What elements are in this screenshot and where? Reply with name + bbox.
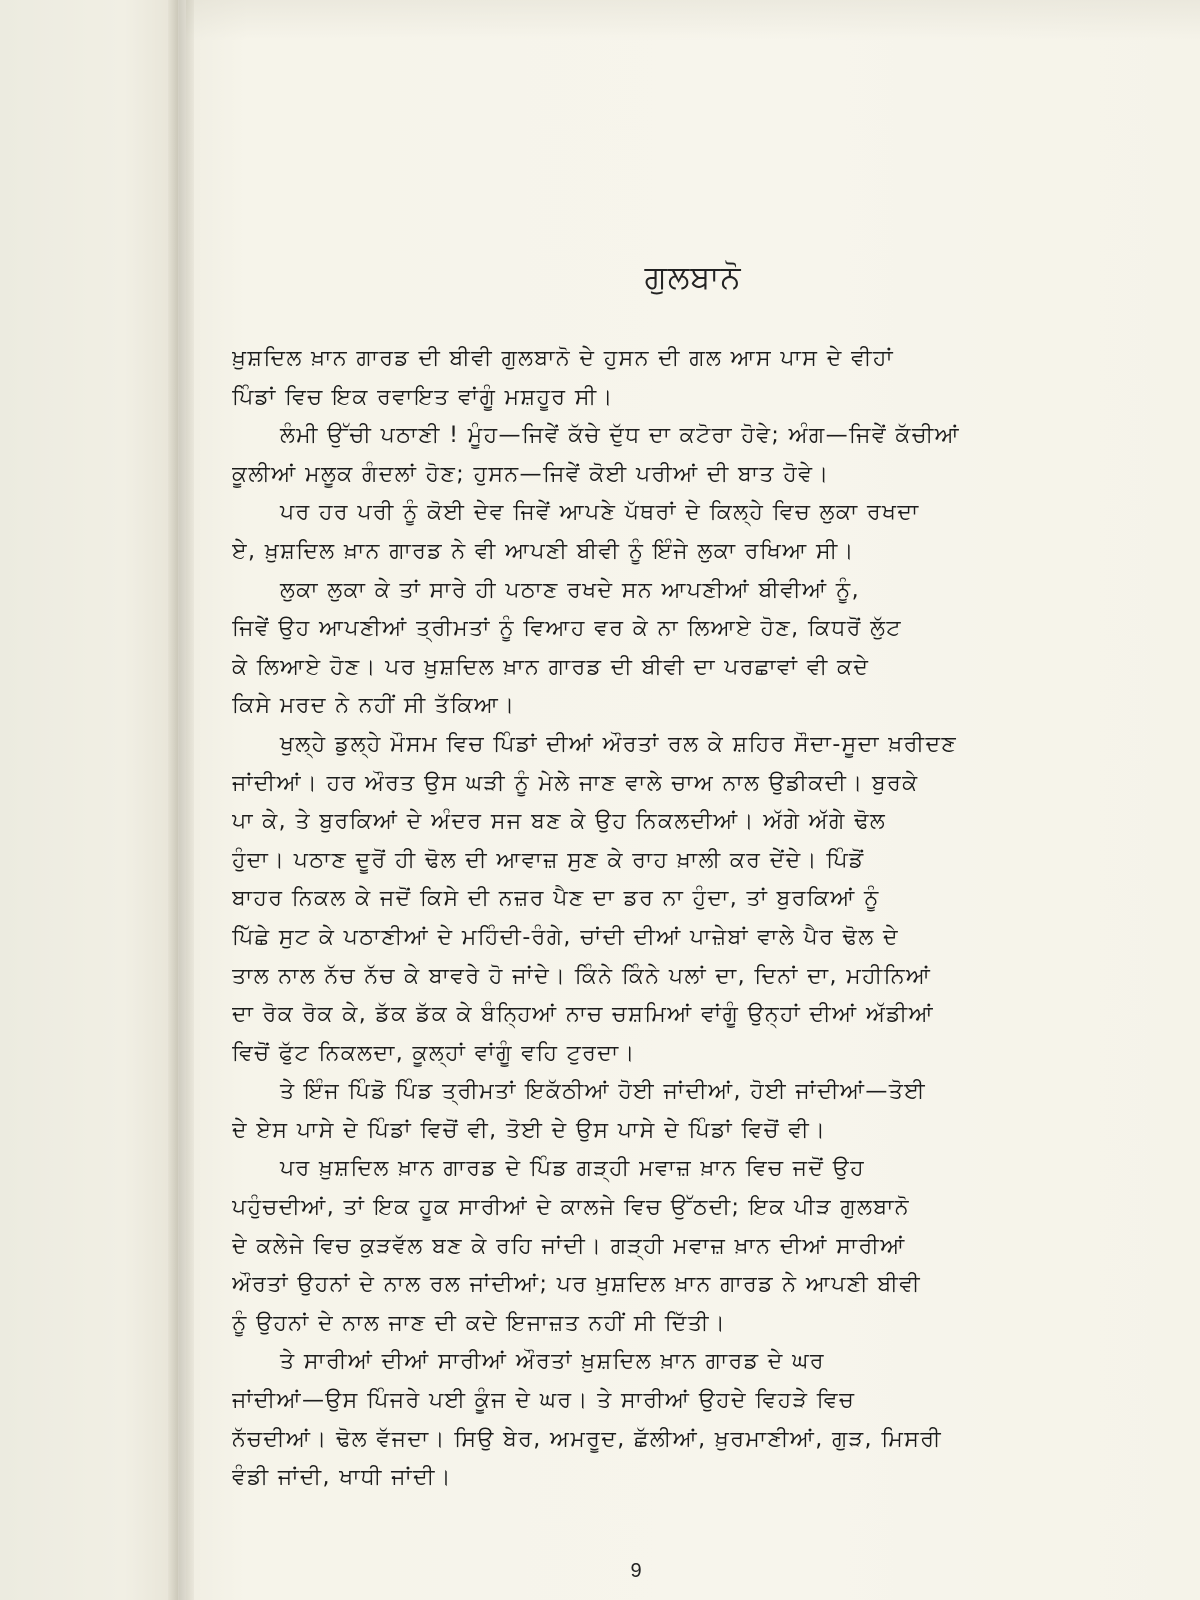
text-line: ਹੁੰਦਾ। ਪਠਾਣ ਦੂਰੋਂ ਹੀ ਢੋਲ ਦੀ ਆਵਾਜ਼ ਸੁਣ ਕੇ ਰਾਹ ਖ਼ਾਲੀ ਕਰ ਦੇਂਦੇ। ਪਿੰਡੋਂ (232, 847, 865, 873)
body-text (232, 340, 1044, 1498)
text-line: ਤੇ ਇੰਜ ਪਿੰਡੋ ਪਿੰਡ ਤ੍ਰੀਮਤਾਂ ਇਕੱਠੀਆਂ ਹੋਈ ਜਾਂਦੀਆਂ, ਹੋਈ ਜਾਂਦੀਆਂ—ਤੋਈ (280, 1079, 927, 1105)
text-line: ਨੂੰ ਉਹਨਾਂ ਦੇ ਨਾਲ ਜਾਣ ਦੀ ਕਦੇ ਇਜਾਜ਼ਤ ਨਹੀਂ ਸੀ ਦਿੱਤੀ। (232, 1310, 727, 1336)
text-line: ਜਾਂਦੀਆਂ—ਉਸ ਪਿੰਜਰੇ ਪਈ ਕੂੰਜ ਦੇ ਘਰ। ਤੇ ਸਾਰੀਆਂ ਉਹਦੇ ਵਿਹੜੇ ਵਿਚ (232, 1388, 856, 1414)
text-line: ਵਿਚੋਂ ਫੁੱਟ ਨਿਕਲਦਾ, ਕੂਲ੍ਹਾਂ ਵਾਂਗੂੰ ਵਹਿ ਟੁਰਦਾ। (232, 1040, 636, 1066)
text-line: ਕੇ ਲਿਆਏ ਹੋਣ। ਪਰ ਖ਼ੁਸ਼ਦਿਲ ਖ਼ਾਨ ਗਾਰਡ ਦੀ ਬੀਵੀ ਦਾ ਪਰਛਾਵਾਂ ਵੀ ਕਦੇ (232, 654, 870, 680)
text-line: ਖ਼ੁਸ਼ਦਿਲ ਖ਼ਾਨ ਗਾਰਡ ਦੀ ਬੀਵੀ ਗੁਲਬਾਨੋ ਦੇ ਹੁਸਨ ਦੀ ਗਲ ਆਸ ਪਾਸ ਦੇ ਵੀਹਾਂ (232, 346, 894, 371)
text-line: ਨੱਚਦੀਆਂ। ਢੋਲ ਵੱਜਦਾ। ਸਿਉ ਬੇਰ, ਅਮਰੂਦ, ਛੱਲੀਆਂ, ਖ਼ੁਰਮਾਣੀਆਂ, ਗੁੜ, ਮਿਸਰੀ (232, 1426, 942, 1452)
text-line: ਪਿੰਡਾਂ ਵਿਚ ਇਕ ਰਵਾਇਤ ਵਾਂਗੂੰ ਮਸ਼ਹੂਰ ਸੀ। (232, 384, 614, 410)
text-line: ਦਾ ਰੋਕ ਰੋਕ ਕੇ, ਡੱਕ ਡੱਕ ਕੇ ਬੰਨ੍ਹਿਆਂ ਨਾਚ ਚਸ਼ਮਿਆਂ ਵਾਂਗੂੰ ਉਨ੍ਹਾਂ ਦੀਆਂ ਅੱਡੀਆਂ (232, 1002, 934, 1028)
text-line: ਬਾਹਰ ਨਿਕਲ ਕੇ ਜਦੋਂ ਕਿਸੇ ਦੀ ਨਜ਼ਰ ਪੈਣ ਦਾ ਡਰ ਨਾ ਹੁੰਦਾ, ਤਾਂ ਬੁਰਕਿਆਂ ਨੂੰ (232, 886, 880, 912)
text-line: ਏ, ਖ਼ੁਸ਼ਦਿਲ ਖ਼ਾਨ ਗਾਰਡ ਨੇ ਵੀ ਆਪਣੀ ਬੀਵੀ ਨੂੰ ਇੰਜੇ ਲੁਕਾ ਰਖਿਆ ਸੀ। (232, 538, 855, 564)
text-line: ਪਰ ਖ਼ੁਸ਼ਦਿਲ ਖ਼ਾਨ ਗਾਰਡ ਦੇ ਪਿੰਡ ਗੜ੍ਹੀ ਮਵਾਜ਼ ਖ਼ਾਨ ਵਿਚ ਜਦੋਂ ਉਹ (280, 1156, 865, 1182)
left-page (0, 0, 178, 1600)
text-line: ਤੇ ਸਾਰੀਆਂ ਦੀਆਂ ਸਾਰੀਆਂ ਔਰਤਾਂ ਖ਼ੁਸ਼ਦਿਲ ਖ਼ਾਨ ਗਾਰਡ ਦੇ ਘਰ (280, 1349, 825, 1375)
text-line: ਕਿਸੇ ਮਰਦ ਨੇ ਨਹੀਂ ਸੀ ਤੱਕਿਆ। (232, 693, 516, 719)
text-line: ਜਿਵੇਂ ਉਹ ਆਪਣੀਆਂ ਤ੍ਰੀਮਤਾਂ ਨੂੰ ਵਿਆਹ ਵਰ ਕੇ ਨਾ ਲਿਆਏ ਹੋਣ, ਕਿਧਰੋਂ ਲੁੱਟ (232, 616, 902, 642)
text-line: ਪਹੁੰਚਦੀਆਂ, ਤਾਂ ਇਕ ਹੂਕ ਸਾਰੀਆਂ ਦੇ ਕਾਲਜੇ ਵਿਚ ਉੱਠਦੀ; ਇਕ ਪੀੜ ਗੁਲਬਾਨੋ (232, 1195, 910, 1221)
book-spine (168, 0, 194, 1600)
text-line: ਦੇ ਏਸ ਪਾਸੇ ਦੇ ਪਿੰਡਾਂ ਵਿਚੋਂ ਵੀ, ਤੋਈ ਦੇ ਉਸ ਪਾਸੇ ਦੇ ਪਿੰਡਾਂ ਵਿਚੋਂ ਵੀ। (232, 1117, 827, 1143)
page-top-shading (186, 0, 1200, 40)
text-line: ਪਿੱਛੇ ਸੁਟ ਕੇ ਪਠਾਣੀਆਂ ਦੇ ਮਹਿੰਦੀ-ਰੰਗੇ, ਚਾਂਦੀ ਦੀਆਂ ਪਾਜ਼ੇਬਾਂ ਵਾਲੇ ਪੈਰ ਢੋਲ ਦੇ (232, 924, 899, 950)
text-line: ਦੇ ਕਲੇਜੇ ਵਿਚ ਕੁੜਵੱਲ ਬਣ ਕੇ ਰਹਿ ਜਾਂਦੀ। ਗੜ੍ਹੀ ਮਵਾਜ਼ ਖ਼ਾਨ ਦੀਆਂ ਸਾਰੀਆਂ (232, 1233, 906, 1259)
text-line: ਖੁਲ੍ਹੇ ਡੁਲ੍ਹੇ ਮੌਸਮ ਵਿਚ ਪਿੰਡਾਂ ਦੀਆਂ ਔਰਤਾਂ ਰਲ ਕੇ ਸ਼ਹਿਰ ਸੌਦਾ-ਸੂਦਾ ਖ਼ਰੀਦਣ (280, 731, 958, 757)
text-line: ਔਰਤਾਂ ਉਹਨਾਂ ਦੇ ਨਾਲ ਰਲ ਜਾਂਦੀਆਂ; ਪਰ ਖ਼ੁਸ਼ਦਿਲ ਖ਼ਾਨ ਗਾਰਡ ਨੇ ਆਪਣੀ ਬੀਵੀ (232, 1272, 922, 1298)
text-line: ਵੰਡੀ ਜਾਂਦੀ, ਖਾਧੀ ਜਾਂਦੀ। (232, 1465, 452, 1491)
chapter-title: ਗੁਲਬਾਨੋ (644, 258, 742, 296)
page-number: 9 (630, 1560, 642, 1582)
text-line: ਪਰ ਹਰ ਪਰੀ ਨੂੰ ਕੋਈ ਦੇਵ ਜਿਵੇਂ ਆਪਣੇ ਪੱਥਰਾਂ ਦੇ ਕਿਲ੍ਹੇ ਵਿਚ ਲੁਕਾ ਰਖਦਾ (280, 500, 920, 526)
text-line: ਤਾਲ ਨਾਲ ਨੱਚ ਨੱਚ ਕੇ ਬਾਵਰੇ ਹੋ ਜਾਂਦੇ। ਕਿੰਨੇ ਕਿੰਨੇ ਪਲਾਂ ਦਾ, ਦਿਨਾਂ ਦਾ, ਮਹੀਨਿਆਂ (232, 963, 932, 989)
text-line: ਲੰਮੀ ਉੱਚੀ ਪਠਾਣੀ ! ਮੂੰਹ—ਜਿਵੇਂ ਕੱਚੇ ਦੁੱਧ ਦਾ ਕਟੋਰਾ ਹੋਵੇ; ਅੰਗ—ਜਿਵੇਂ ਕੱਚੀਆਂ (280, 423, 961, 449)
text-line: ਕੂਲੀਆਂ ਮਲੂਕ ਗੰਦਲਾਂ ਹੋਣ; ਹੁਸਨ—ਜਿਵੇਂ ਕੋਈ ਪਰੀਆਂ ਦੀ ਬਾਤ ਹੋਵੇ। (232, 461, 830, 487)
text-line: ਲੁਕਾ ਲੁਕਾ ਕੇ ਤਾਂ ਸਾਰੇ ਹੀ ਪਠਾਣ ਰਖਦੇ ਸਨ ਆਪਣੀਆਂ ਬੀਵੀਆਂ ਨੂੰ, (280, 577, 861, 603)
text-line: ਜਾਂਦੀਆਂ। ਹਰ ਔਰਤ ਉਸ ਘੜੀ ਨੂੰ ਮੇਲੇ ਜਾਣ ਵਾਲੇ ਚਾਅ ਨਾਲ ਉਡੀਕਦੀ। ਬੁਰਕੇ (232, 770, 919, 796)
text-line: ਪਾ ਕੇ, ਤੇ ਬੁਰਕਿਆਂ ਦੇ ਅੰਦਰ ਸਜ ਬਣ ਕੇ ਉਹ ਨਿਕਲਦੀਆਂ। ਅੱਗੇ ਅੱਗੇ ਢੋਲ (232, 809, 887, 835)
